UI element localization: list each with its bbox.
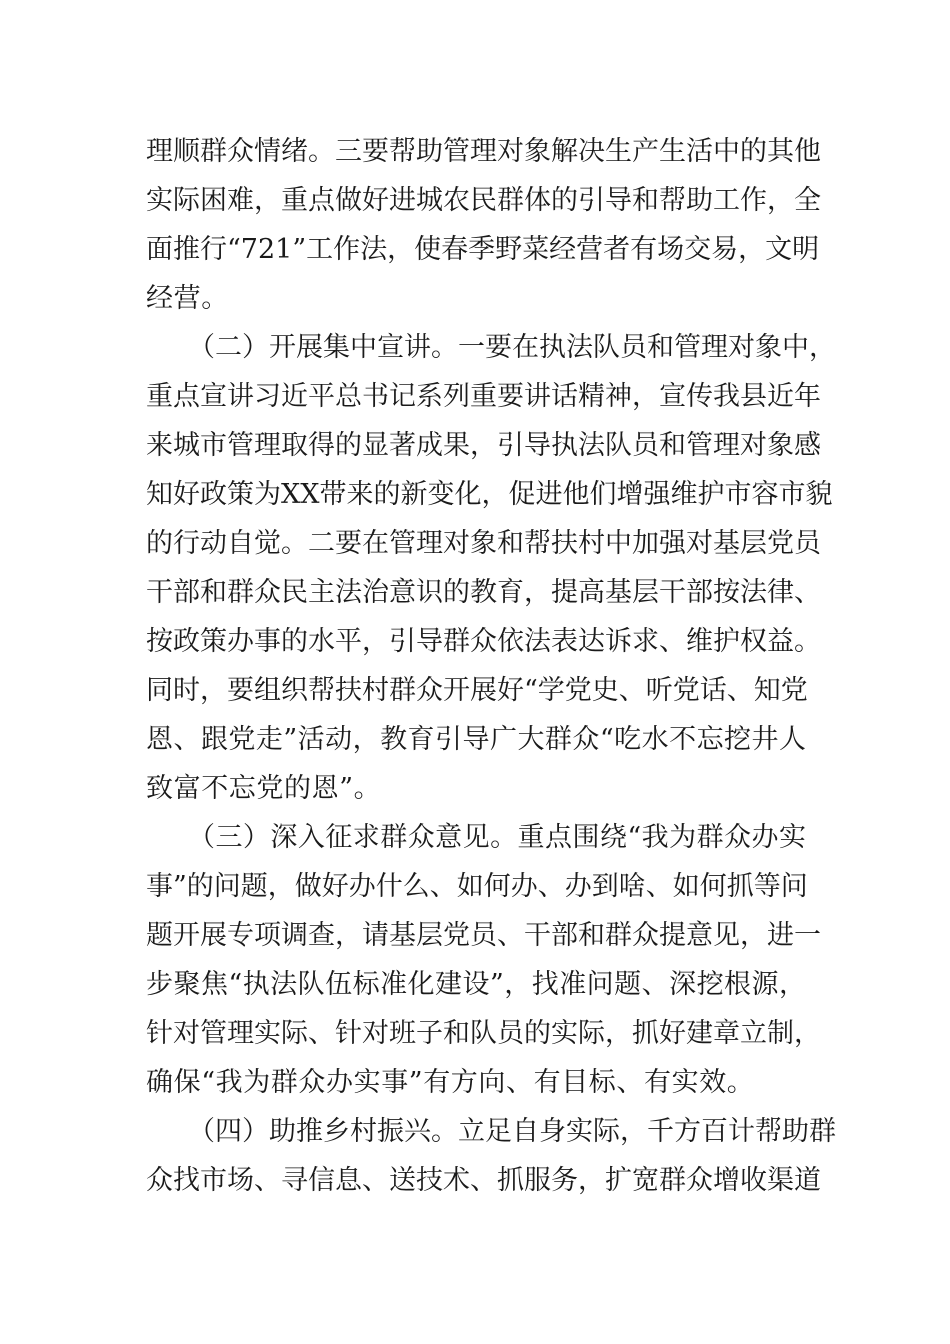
section-heading-line: （三）深入征求群众意见。重点围绕“我为群众办实	[188, 822, 806, 853]
body-text-line: 理顺群众情绪。三要帮助管理对象解决生产生活中的其他	[146, 136, 821, 167]
body-text-line: 题开展专项调查，请基层党员、干部和群众提意见，进一	[146, 920, 821, 951]
section-heading-line: （二）开展集中宣讲。一要在执法队员和管理对象中，	[188, 332, 836, 363]
body-text-line: 经营。	[146, 283, 229, 314]
body-text-line: 知好政策为XX带来的新变化，促进他们增强维护市容市貌	[146, 479, 833, 510]
body-text-line: 来城市管理取得的显著成果，引导执法队员和管理对象感	[146, 430, 821, 461]
body-text-line: 干部和群众民主法治意识的教育，提高基层干部按法律、	[146, 577, 821, 608]
body-text-line: 的行动自觉。二要在管理对象和帮扶村中加强对基层党员	[146, 528, 821, 559]
body-text-line: 步聚焦“执法队伍标准化建设”，找准问题、深挖根源，	[146, 969, 806, 1000]
body-text-line: 事”的问题，做好办什么、如何办、办到啥、如何抓等问	[146, 871, 808, 902]
body-text-line: 面推行“721”工作法，使春季野菜经营者有场交易，文明	[146, 234, 820, 265]
body-text-line: 确保“我为群众办实事”有方向、有目标、有实效。	[146, 1067, 755, 1098]
body-text-line: 同时，要组织帮扶村群众开展好“学党史、听党话、知党	[146, 675, 808, 706]
body-text-line: 实际困难，重点做好进城农民群体的引导和帮助工作，全	[146, 185, 821, 216]
body-text-line: 恩、跟党走”活动，教育引导广大群众“吃水不忘挖井人	[146, 724, 806, 755]
section-heading-line: （四）助推乡村振兴。立足自身实际，千方百计帮助群	[188, 1116, 836, 1147]
body-text-line: 针对管理实际、针对班子和队员的实际，抓好建章立制，	[146, 1018, 821, 1049]
body-text-line: 众找市场、寻信息、送技术、抓服务，扩宽群众增收渠道	[146, 1165, 821, 1196]
body-text-line: 按政策办事的水平，引导群众依法表达诉求、维护权益。	[146, 626, 821, 657]
body-text-line: 致富不忘党的恩”。	[146, 773, 382, 804]
body-text-line: 重点宣讲习近平总书记系列重要讲话精神，宣传我县近年	[146, 381, 821, 412]
